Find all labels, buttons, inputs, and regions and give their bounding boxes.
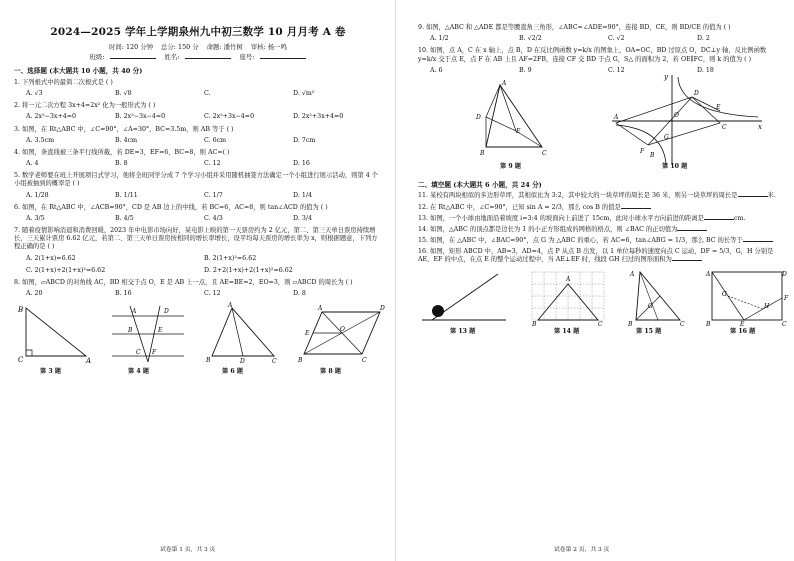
svg-text:C: C xyxy=(598,320,603,326)
figure-14-caption: 第 14 题 xyxy=(554,327,580,335)
option[interactable]: B. 8 xyxy=(115,160,128,168)
svg-text:E: E xyxy=(740,320,745,326)
seat-label: 座号: xyxy=(239,52,255,61)
option[interactable]: B. 2x²−3x−4=0 xyxy=(115,113,166,121)
q6-options xyxy=(26,215,382,223)
question-15 xyxy=(418,237,786,245)
svg-text:C: C xyxy=(542,149,547,157)
option[interactable]: D. 2x²+3x+4=0 xyxy=(293,113,344,121)
svg-text:B: B xyxy=(532,320,537,326)
option[interactable]: D. 8 xyxy=(293,290,306,298)
svg-text:B: B xyxy=(650,151,655,159)
question-10: 10. 如图，点 A，C 在 x 轴上，点 B，D 在反比例函数 y=k/x 的图象上，OA=OC，BD 过原点 O，DC⊥y 轴，反比例函数 y=k/x 交于点 E，点 F 在 AB 上且 AF=2FB，连接 CF 交 BD 于点 G，S△ 的面积为 2，若 OE∥FC，则 k 的值为 ( ) xyxy=(418,47,767,63)
option[interactable]: A. 3/5 xyxy=(26,214,45,222)
figure-6-caption: 第 6 题 xyxy=(222,368,243,376)
page-footer: 试卷第 1 页，共 3 页 xyxy=(160,547,216,554)
svg-text:A: A xyxy=(502,79,507,87)
figure-4-diagram xyxy=(108,302,188,364)
svg-text:A: A xyxy=(566,275,571,283)
meta-reviewer: 审核: 杨一鸣 xyxy=(250,42,287,51)
question-7: 7. 随着疫情影响消退和消费回暖，2023 年中电影市场向好，某电影上映的第一天票房约为 2 亿元，第二、第三天单日票房持续增长，三天累计票房 6.62 亿元，若第二、第三天单日票房按相同的增长率增长，设平均每天票房的增长率为 x，则根据题意，下列方程正确的是 ( ) xyxy=(14,227,378,251)
exam-page-left xyxy=(0,0,388,561)
q7-options-row2 xyxy=(26,267,382,275)
option[interactable]: B. √2/2 xyxy=(519,35,542,43)
svg-text:A: A xyxy=(318,305,323,313)
question-13 xyxy=(418,215,786,223)
section-fill: 二、填空题 (本大题共 6 小题，共 24 分) xyxy=(418,180,542,189)
svg-text:F: F xyxy=(784,294,789,302)
svg-text:C: C xyxy=(136,349,141,357)
option[interactable]: C. 2(1+x)+2(1+x)²=6.62 xyxy=(26,266,106,274)
svg-text:A: A xyxy=(228,302,233,310)
svg-text:G: G xyxy=(648,302,653,310)
q15-text: 15. 如图，在 △ABC 中，∠BAC=90°，点 G 为 △ABC 的重心，若 AC=6，tan∠ABG = 1/3，那么 BC 的长等于 xyxy=(418,237,743,245)
question-12 xyxy=(418,204,786,212)
question-8: 8. 如图，▱ABCD 的对角线 AC，BD 相交于点 O，E 是 AB 上一点，且 AE=BE=2，EO=3，则 ▱ABCD 的周长为 ( ) xyxy=(14,278,353,286)
svg-text:C: C xyxy=(272,358,277,365)
option[interactable]: D. 2 xyxy=(697,35,710,43)
svg-text:C: C xyxy=(362,357,367,365)
meta-author: 命题: 潘竹树 xyxy=(206,42,243,51)
q11-unit: 米. xyxy=(767,192,776,200)
option[interactable]: B. 16 xyxy=(115,290,132,298)
q16-text: 16. 如图，矩形 ABCD 中，AB=3，AD=4，点 P 从点 B 出发，以 1 单位每秒的速度向点 C 运动，DF = 5/3，G，H 分别是 AE，EF 的中点，在点 E 的整个运动过程中，当 AE⊥EF 时，线段 GH 扫过的图形面积为 xyxy=(418,248,774,264)
figure-13-diagram xyxy=(418,268,510,326)
option[interactable]: D. 1/4 xyxy=(293,191,312,199)
q13-text: 13. 如图，一个小球由地面沿着坡度 i=3:4 的坡面向上前进了 15cm，此时小球水平方向前进的距离是 xyxy=(418,214,704,222)
option[interactable]: C. 12 xyxy=(204,160,221,168)
ball-shape xyxy=(432,305,444,317)
figure-4-caption: 第 4 题 xyxy=(128,368,149,376)
option[interactable]: D. 7cm xyxy=(293,136,316,144)
svg-text:D: D xyxy=(164,308,169,316)
svg-text:A: A xyxy=(614,113,619,121)
svg-text:E: E xyxy=(158,327,163,335)
option[interactable]: B. 9 xyxy=(519,66,532,74)
svg-text:A: A xyxy=(132,308,137,316)
svg-text:D: D xyxy=(782,270,787,278)
question-14 xyxy=(418,226,786,234)
svg-text:E: E xyxy=(716,103,721,111)
svg-text:B: B xyxy=(298,357,303,365)
meta-score: 总分: 150 分 xyxy=(161,42,199,51)
q5-options xyxy=(26,192,382,200)
option[interactable]: C. √2 xyxy=(608,35,625,43)
svg-text:D: D xyxy=(380,305,385,313)
name-blank[interactable] xyxy=(185,52,231,59)
svg-text:B: B xyxy=(128,327,133,335)
question-6: 6. 如图，在 Rt△ABC 中，∠ACB=90°，CD 是 AB 边上的中线，若 BC=6，AC=8，则 tan∠ACD 的值为 ( ) xyxy=(14,203,328,211)
question-2: 2. 将一元二次方程 3x+4=2x² 化为一般形式为 ( ) xyxy=(14,102,156,110)
option[interactable]: A. 2(1+x)=6.62 xyxy=(26,254,76,262)
class-label: 班级: xyxy=(89,52,105,61)
option[interactable]: B. 1/11 xyxy=(115,191,138,199)
option[interactable]: A. 2x²−3x+4=0 xyxy=(26,113,77,121)
svg-text:O: O xyxy=(674,111,679,119)
option[interactable]: A. √3 xyxy=(26,90,43,98)
svg-text:H: H xyxy=(764,302,770,310)
svg-text:B: B xyxy=(706,320,711,326)
option[interactable]: A. 4 xyxy=(26,160,39,168)
figure-3-caption: 第 3 题 xyxy=(40,368,61,376)
q14-text: 14. 如图，△ABC 的顶点都是边长为 1 的小正方形组成的网格的格点，则 ∠BAC 的正切值为 xyxy=(418,225,678,233)
svg-text:A: A xyxy=(86,357,92,365)
question-5: 5. 数学老师要在班上开展项目式学习，他将全班同学分成 7 个学习小组并采用随机抽签方法确定一个小组进行展示活动，则第 4 个小组被抽到的概率是 ( ) xyxy=(14,172,379,188)
question-1: 1. 下列根式中的最简二次根式是 ( ) xyxy=(14,78,113,86)
option[interactable]: A. 1/28 xyxy=(26,191,49,199)
svg-text:F: F xyxy=(152,349,157,357)
option[interactable]: D. 3/4 xyxy=(293,214,312,222)
figure-14-diagram xyxy=(528,268,608,326)
q12-answer-blank[interactable] xyxy=(621,208,651,209)
figures-9-10 xyxy=(418,72,786,175)
name-label: 姓名: xyxy=(164,52,180,61)
svg-text:A: A xyxy=(630,270,635,278)
q1-options xyxy=(26,90,382,98)
q2-options xyxy=(26,113,382,121)
figure-8-diagram xyxy=(296,302,388,364)
figure-13-caption: 第 13 题 xyxy=(450,327,476,335)
q11-text: 11. 某校有两块相似的多边形草坪，其相似比为 3:2，其中较大的一块草坪的周长是 36 米，则另一块草坪的周长是 xyxy=(418,192,738,200)
q14-answer-blank[interactable] xyxy=(677,230,707,231)
svg-text:B: B xyxy=(480,149,485,157)
figure-15-diagram xyxy=(626,268,688,326)
option[interactable]: B. √8 xyxy=(115,90,132,98)
option[interactable]: A. 6 xyxy=(430,66,443,74)
figures-13-16 xyxy=(418,268,789,340)
option[interactable]: C. 4/3 xyxy=(204,214,223,222)
q12-text: 12. 在 Rt△ABC 中，∠C=90°，已知 sin A = 2/3，那么 cos B 的值是 xyxy=(418,203,621,211)
svg-text:B: B xyxy=(628,320,633,326)
option[interactable]: C. 12 xyxy=(204,290,221,298)
option[interactable]: A. 3.5cm xyxy=(26,136,55,144)
svg-text:B: B xyxy=(18,306,24,315)
svg-text:D: D xyxy=(240,358,245,365)
q13-unit: cm. xyxy=(733,214,746,222)
svg-text:E: E xyxy=(516,127,521,135)
svg-text:B: B xyxy=(206,357,211,365)
q13-answer-blank[interactable] xyxy=(704,219,734,220)
q3-options xyxy=(26,137,382,145)
option[interactable]: B. 4/5 xyxy=(115,214,134,222)
exam-meta xyxy=(14,43,382,51)
figure-3-diagram xyxy=(14,302,94,364)
svg-text:C: C xyxy=(722,123,727,131)
q11-answer-blank[interactable] xyxy=(738,196,768,197)
figure-8-caption: 第 8 题 xyxy=(320,368,341,376)
svg-text:C: C xyxy=(782,320,787,326)
figure-15-caption: 第 15 题 xyxy=(636,327,662,335)
q4-options xyxy=(26,160,382,168)
figure-16-caption: 第 16 题 xyxy=(730,327,756,335)
svg-text:G: G xyxy=(722,290,727,298)
q7-options-row1 xyxy=(26,255,382,263)
svg-text:C: C xyxy=(680,320,685,326)
question-16 xyxy=(418,248,786,264)
svg-text:F: F xyxy=(640,147,645,155)
q15-answer-blank[interactable] xyxy=(743,241,773,242)
q9-options xyxy=(430,35,786,43)
svg-text:G: G xyxy=(664,133,669,141)
section-choice: 一、选择题 (本大题共 10 小题，共 40 分) xyxy=(14,67,143,76)
option[interactable]: C. 6cm xyxy=(204,136,227,144)
page-footer: 试卷第 2 页，共 3 页 xyxy=(554,547,610,554)
left-figures xyxy=(14,302,385,380)
seat-blank[interactable] xyxy=(260,52,306,59)
svg-text:y: y xyxy=(664,72,668,81)
page-gutter xyxy=(395,0,396,561)
page-title: 2024—2025 学年上学期泉州九中初三数学 10 月月考 A 卷 xyxy=(50,26,346,38)
option[interactable]: D. √m² xyxy=(293,90,315,98)
figure-10-diagram xyxy=(608,73,768,169)
question-3: 3. 如图，在 Rt△ABC 中，∠C=90°，∠A=30°，BC=3.5m，则 AB 等于 ( ) xyxy=(14,125,234,133)
option[interactable]: D. 2+2(1+x)+2(1+x)²=6.62 xyxy=(204,266,293,274)
svg-text:O: O xyxy=(340,326,345,334)
option[interactable]: C. 2x²+3x−4=0 xyxy=(204,113,255,121)
figure-9-diagram xyxy=(472,79,552,159)
question-4: 4. 如图，条直线被三条平行线所截，若 DE=3，EF=6，BC=8，则 AC=( ) xyxy=(14,148,230,156)
svg-text:x: x xyxy=(758,122,762,131)
question-11 xyxy=(418,192,786,200)
exam-page-right xyxy=(404,0,792,561)
option[interactable]: D. 18 xyxy=(697,66,714,74)
q16-answer-blank[interactable] xyxy=(672,260,702,261)
option[interactable]: C. 1/7 xyxy=(204,191,223,199)
option[interactable]: A. 1/2 xyxy=(430,35,449,43)
option[interactable]: C. 12 xyxy=(608,66,625,74)
option[interactable]: C. xyxy=(204,90,211,98)
student-fields xyxy=(14,52,382,61)
svg-text:A: A xyxy=(706,270,711,278)
option[interactable]: B. 4cm xyxy=(115,136,138,144)
figure-6-diagram xyxy=(202,302,282,364)
option[interactable]: A. 20 xyxy=(26,290,43,298)
svg-text:D: D xyxy=(476,113,481,121)
figure-9-caption: 第 9 题 xyxy=(500,162,521,170)
svg-text:D: D xyxy=(694,89,699,97)
option[interactable]: D. 16 xyxy=(293,160,310,168)
svg-text:E: E xyxy=(305,330,310,338)
q8-options xyxy=(26,290,382,298)
meta-time: 时间: 120 分钟 xyxy=(109,42,153,51)
class-blank[interactable] xyxy=(110,52,156,59)
figure-10-caption: 第 10 题 xyxy=(662,162,688,170)
svg-text:C: C xyxy=(18,356,24,365)
question-9: 9. 如图，△ABC 和 △ADE 都是等腰直角三角形，∠ABC=∠ADE=90°，连接 BD，CE，则 BD/CE 的值为 ( ) xyxy=(418,24,731,31)
figure-16-diagram xyxy=(704,268,790,326)
option[interactable]: B. 2(1+x)²=6.62 xyxy=(204,254,257,262)
